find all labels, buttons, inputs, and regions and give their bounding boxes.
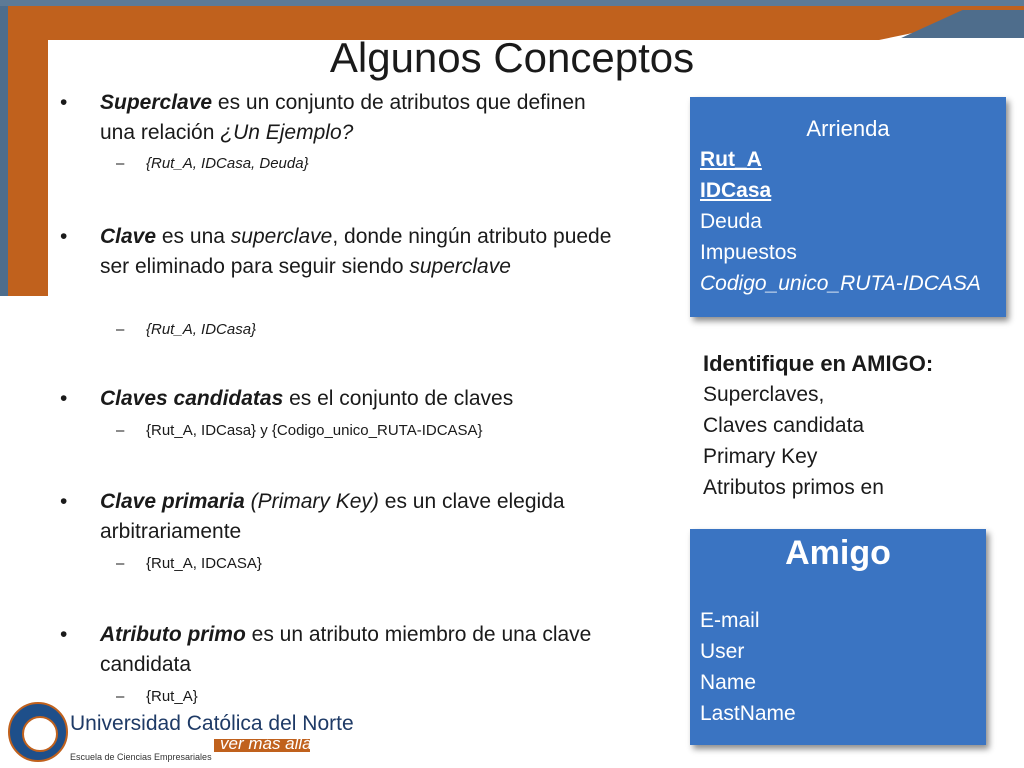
field-impuestos: Impuestos xyxy=(700,241,797,264)
university-seal-icon xyxy=(8,702,68,762)
term: Clave primaria xyxy=(100,490,245,513)
field-lastname: LastName xyxy=(700,702,796,725)
field-codigo-unico: Codigo_unico_RUTA-IDCASA xyxy=(700,272,981,295)
arrienda-title: Arrienda xyxy=(806,116,890,141)
identify-line: Atributos primos en xyxy=(703,476,884,499)
amigo-table-box xyxy=(690,529,986,745)
bullet-dot: • xyxy=(60,387,68,410)
university-logo xyxy=(8,698,354,766)
term: Clave xyxy=(100,225,157,248)
bullet-dot: • xyxy=(60,623,68,646)
identify-line: Claves candidata xyxy=(703,414,865,437)
amigo-title: Amigo xyxy=(785,534,891,572)
field-email: E-mail xyxy=(700,609,760,632)
field-idcasa: IDCasa xyxy=(700,179,772,202)
term: Atributo primo xyxy=(100,623,246,646)
university-slogan: ver más allá xyxy=(220,734,312,753)
identify-line: Primary Key xyxy=(703,445,818,468)
field-user: User xyxy=(700,640,745,663)
term: Claves candidatas xyxy=(100,387,284,410)
field-name: Name xyxy=(700,671,757,694)
field-deuda: Deuda xyxy=(700,210,762,233)
arrienda-table-box xyxy=(690,97,1006,317)
bullet-dot: • xyxy=(60,91,68,114)
top-frame-line xyxy=(0,0,1024,6)
school-name: Escuela de Ciencias Empresariales xyxy=(70,752,212,762)
term: Superclave xyxy=(100,91,213,114)
bullet-dot: • xyxy=(60,490,68,513)
identify-heading: Identifique en AMIGO: xyxy=(703,351,934,376)
slide-title: Algunos Conceptos xyxy=(329,34,695,81)
bullet-dot: • xyxy=(60,225,68,248)
university-name: Universidad Católica del Norte xyxy=(70,712,354,735)
field-rut-a: Rut_A xyxy=(700,148,762,171)
identify-line: Superclaves, xyxy=(703,383,825,406)
identify-instructions xyxy=(703,348,933,503)
